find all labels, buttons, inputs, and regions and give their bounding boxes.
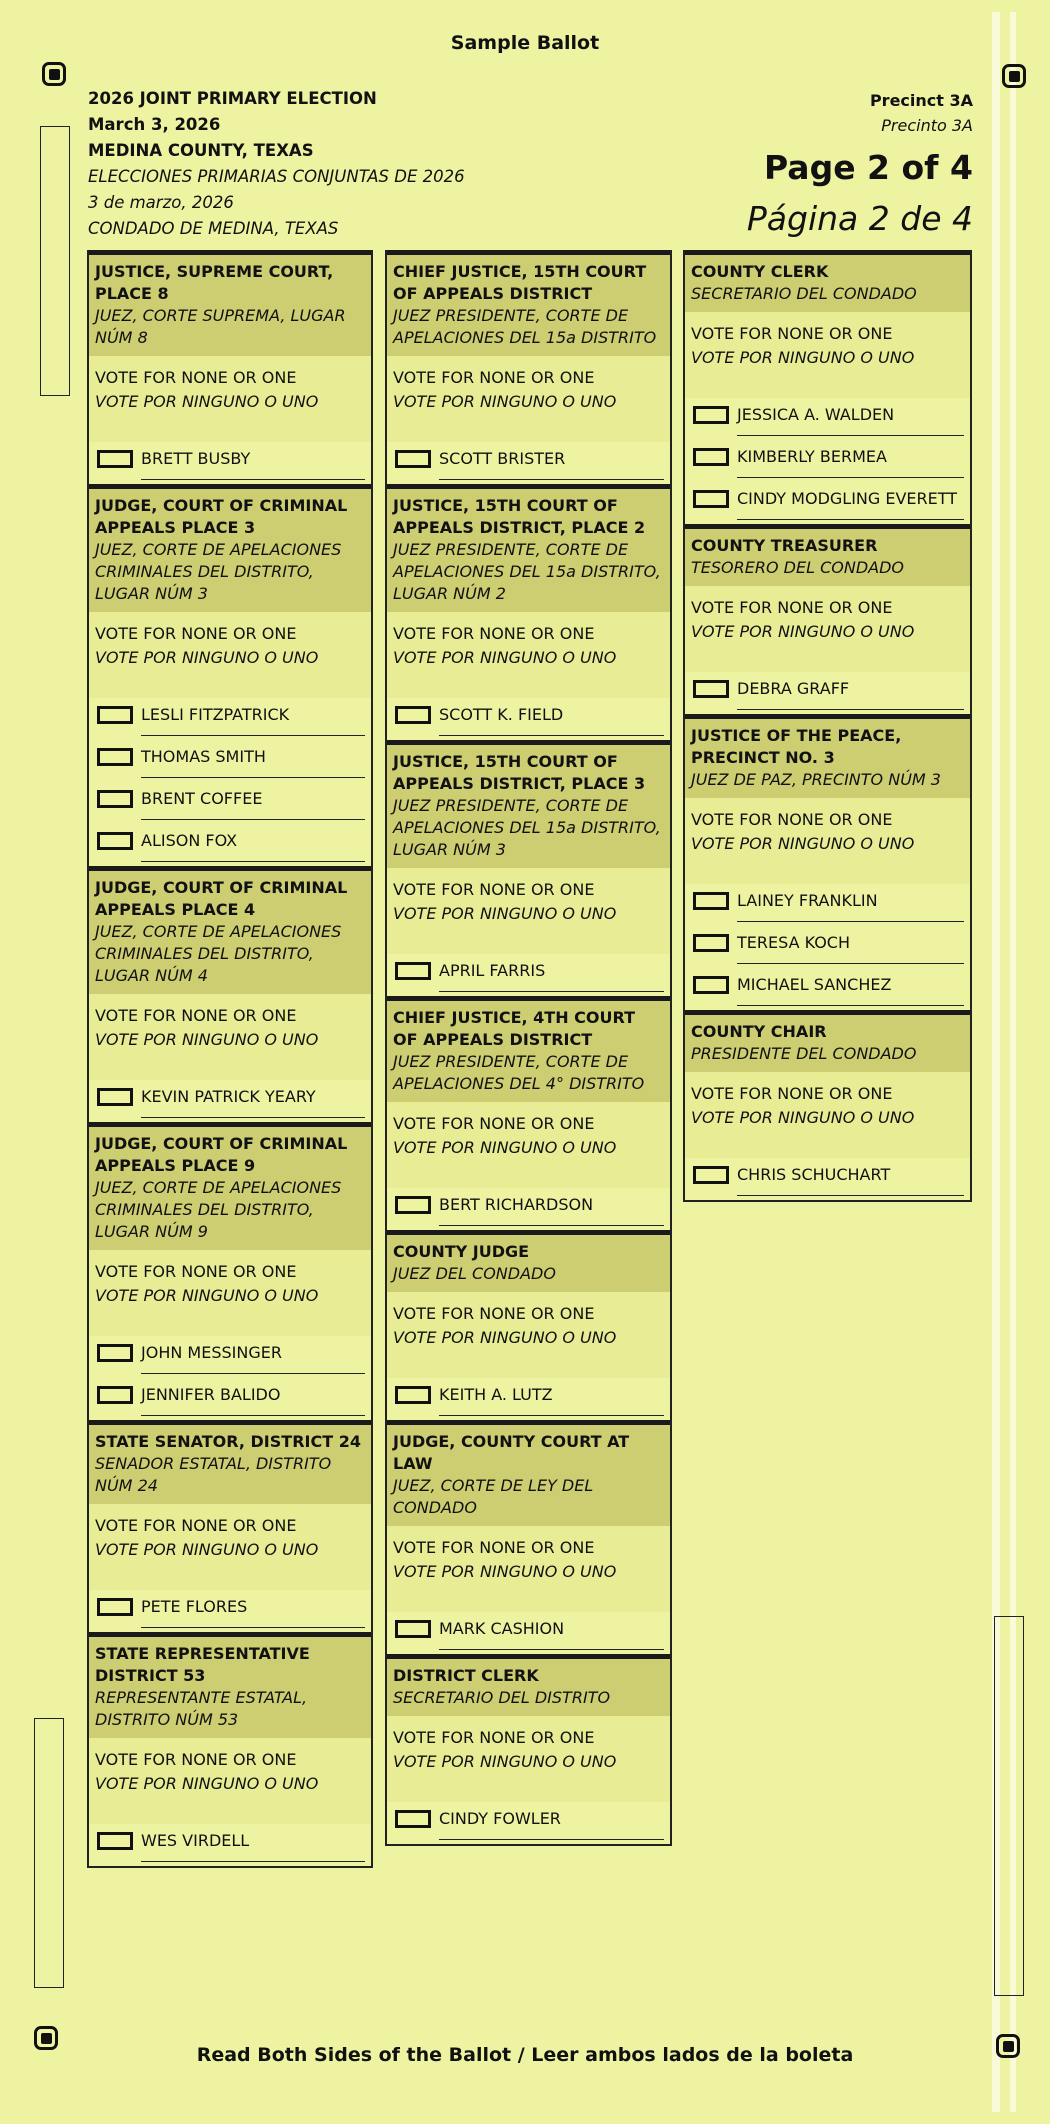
race-contest bbox=[89, 250, 371, 484]
candidate-underline bbox=[141, 1117, 365, 1118]
race-title: COUNTY CLERK bbox=[691, 262, 829, 281]
instruction-spacer bbox=[393, 670, 664, 698]
candidate-name: CINDY MODGLING EVERETT bbox=[737, 489, 958, 508]
candidate-name: JOHN MESSINGER bbox=[141, 1343, 282, 1362]
vote-checkbox[interactable] bbox=[693, 1166, 729, 1184]
candidate-underline bbox=[439, 479, 664, 480]
candidate-name: KEITH A. LUTZ bbox=[439, 1385, 553, 1404]
instruction-es: VOTE POR NINGUNO O UNO bbox=[393, 904, 617, 923]
candidate-name: JESSICA A. WALDEN bbox=[737, 405, 895, 424]
candidate-row[interactable] bbox=[387, 1802, 670, 1844]
page-number-es: Página 2 de 4 bbox=[746, 199, 973, 238]
race-subtitle: JUEZ DE PAZ, PRECINTO NÚM 3 bbox=[691, 770, 941, 789]
race-contest bbox=[89, 1420, 371, 1632]
race-header bbox=[387, 1235, 670, 1292]
instruction-es: VOTE POR NINGUNO O UNO bbox=[393, 1562, 617, 1581]
vote-checkbox[interactable] bbox=[97, 832, 133, 850]
instruction-en: VOTE FOR NONE OR ONE bbox=[393, 1114, 595, 1133]
vote-instruction bbox=[387, 1102, 670, 1188]
registration-mark-icon bbox=[42, 62, 66, 86]
race-contest bbox=[387, 996, 670, 1230]
election-name: 2026 JOINT PRIMARY ELECTION bbox=[88, 89, 377, 108]
vote-checkbox[interactable] bbox=[395, 1386, 431, 1404]
instruction-es: VOTE POR NINGUNO O UNO bbox=[393, 648, 617, 667]
candidate-underline bbox=[141, 1415, 365, 1416]
instruction-en: VOTE FOR NONE OR ONE bbox=[95, 1516, 297, 1535]
candidate-underline bbox=[141, 1861, 365, 1862]
timing-bar bbox=[40, 126, 70, 396]
vote-checkbox[interactable] bbox=[395, 1196, 431, 1214]
vote-checkbox[interactable] bbox=[97, 748, 133, 766]
race-header bbox=[89, 1425, 371, 1504]
vote-checkbox[interactable] bbox=[395, 1810, 431, 1828]
candidate-underline bbox=[439, 1415, 664, 1416]
race-title: JUDGE, COUNTY COURT AT LAW bbox=[393, 1432, 630, 1473]
race-title: DISTRICT CLERK bbox=[393, 1666, 539, 1685]
race-subtitle: JUEZ, CORTE SUPREMA, LUGAR NÚM 8 bbox=[95, 306, 346, 347]
race-subtitle: JUEZ, CORTE DE APELACIONES CRIMINALES DEL DISTRITO, LUGAR NÚM 4 bbox=[95, 922, 342, 985]
candidate-row[interactable] bbox=[89, 698, 371, 740]
instruction-spacer bbox=[393, 926, 664, 954]
instruction-en: VOTE FOR NONE OR ONE bbox=[691, 598, 893, 617]
election-name-es: ELECCIONES PRIMARIAS CONJUNTAS DE 2026 bbox=[88, 167, 465, 186]
candidate-row[interactable] bbox=[685, 884, 970, 926]
ballot-column-1 bbox=[87, 250, 373, 1868]
candidate-name: JENNIFER BALIDO bbox=[141, 1385, 281, 1404]
vote-checkbox[interactable] bbox=[395, 1620, 431, 1638]
race-header bbox=[89, 1637, 371, 1738]
vote-checkbox[interactable] bbox=[97, 1344, 133, 1362]
vote-instruction bbox=[89, 994, 371, 1080]
instruction-spacer bbox=[95, 670, 365, 698]
vote-instruction bbox=[685, 1072, 970, 1158]
candidate-row[interactable] bbox=[685, 926, 970, 968]
candidate-underline bbox=[141, 819, 365, 820]
vote-instruction bbox=[685, 312, 970, 398]
candidate-underline bbox=[141, 777, 365, 778]
candidate-name: SCOTT BRISTER bbox=[439, 449, 566, 468]
race-contest bbox=[387, 250, 670, 484]
vote-instruction bbox=[387, 1526, 670, 1612]
race-subtitle: SECRETARIO DEL DISTRITO bbox=[393, 1688, 611, 1707]
race-header bbox=[685, 719, 970, 798]
race-subtitle: JUEZ, CORTE DE LEY DEL CONDADO bbox=[393, 1476, 594, 1517]
instruction-spacer bbox=[393, 1774, 664, 1802]
vote-instruction bbox=[685, 586, 970, 672]
candidate-row[interactable] bbox=[89, 824, 371, 866]
vote-checkbox[interactable] bbox=[97, 706, 133, 724]
candidate-name: MARK CASHION bbox=[439, 1619, 565, 1638]
footer-note: Read Both Sides of the Ballot / Leer ambos lados de la boleta bbox=[196, 2044, 854, 2066]
instruction-es: VOTE POR NINGUNO O UNO bbox=[95, 648, 319, 667]
election-date: March 3, 2026 bbox=[88, 115, 221, 134]
race-contest bbox=[685, 250, 970, 524]
race-header bbox=[89, 1127, 371, 1250]
vote-checkbox[interactable] bbox=[97, 1386, 133, 1404]
candidate-name: BERT RICHARDSON bbox=[439, 1195, 594, 1214]
race-title: STATE REPRESENTATIVE DISTRICT 53 bbox=[95, 1644, 310, 1685]
candidate-row[interactable] bbox=[685, 482, 970, 524]
instruction-en: VOTE FOR NONE OR ONE bbox=[691, 810, 893, 829]
race-header bbox=[387, 1001, 670, 1102]
race-header bbox=[387, 489, 670, 612]
race-contest bbox=[685, 524, 970, 714]
candidate-row[interactable] bbox=[685, 1158, 970, 1200]
candidate-name: KIMBERLY BERMEA bbox=[737, 447, 887, 466]
vote-instruction bbox=[89, 1250, 371, 1336]
race-title: JUSTICE OF THE PEACE, PRECINCT NO. 3 bbox=[691, 726, 902, 767]
instruction-en: VOTE FOR NONE OR ONE bbox=[691, 324, 893, 343]
vote-checkbox[interactable] bbox=[97, 1598, 133, 1616]
candidate-underline bbox=[737, 963, 964, 964]
race-subtitle: SENADOR ESTATAL, DISTRITO NÚM 24 bbox=[95, 1454, 332, 1495]
county-name: MEDINA COUNTY, TEXAS bbox=[88, 141, 314, 160]
instruction-spacer bbox=[393, 1350, 664, 1378]
candidate-row[interactable] bbox=[89, 1378, 371, 1420]
candidate-name: APRIL FARRIS bbox=[439, 961, 546, 980]
race-subtitle: JUEZ PRESIDENTE, CORTE DE APELACIONES DEL 4° DISTRITO bbox=[393, 1052, 645, 1093]
race-subtitle: JUEZ PRESIDENTE, CORTE DE APELACIONES DEL 15a DISTRITO, LUGAR NÚM 2 bbox=[393, 540, 661, 603]
vote-checkbox[interactable] bbox=[97, 1088, 133, 1106]
race-header bbox=[387, 255, 670, 356]
race-header bbox=[89, 489, 371, 612]
candidate-underline bbox=[737, 435, 964, 436]
race-subtitle: PRESIDENTE DEL CONDADO bbox=[691, 1044, 917, 1063]
candidate-row[interactable] bbox=[685, 968, 970, 1010]
race-subtitle: SECRETARIO DEL CONDADO bbox=[691, 284, 917, 303]
vote-instruction bbox=[387, 1292, 670, 1378]
race-contest bbox=[387, 1230, 670, 1420]
instruction-en: VOTE FOR NONE OR ONE bbox=[393, 368, 595, 387]
candidate-underline bbox=[737, 477, 964, 478]
instruction-en: VOTE FOR NONE OR ONE bbox=[393, 1728, 595, 1747]
instruction-spacer bbox=[95, 1562, 365, 1590]
instruction-es: VOTE POR NINGUNO O UNO bbox=[393, 1138, 617, 1157]
race-contest bbox=[387, 1654, 670, 1844]
race-contest bbox=[387, 740, 670, 996]
instruction-spacer bbox=[691, 370, 964, 398]
candidate-name: BRENT COFFEE bbox=[141, 789, 263, 808]
candidate-row[interactable] bbox=[89, 1080, 371, 1122]
candidate-row[interactable] bbox=[685, 672, 970, 714]
candidate-name: SCOTT K. FIELD bbox=[439, 705, 564, 724]
vote-instruction bbox=[387, 612, 670, 698]
instruction-spacer bbox=[691, 1130, 964, 1158]
race-header bbox=[387, 745, 670, 868]
instruction-spacer bbox=[95, 1052, 365, 1080]
instruction-es: VOTE POR NINGUNO O UNO bbox=[393, 1328, 617, 1347]
candidate-row[interactable] bbox=[89, 1824, 371, 1866]
ballot-title: Sample Ballot bbox=[450, 32, 600, 54]
candidate-underline bbox=[439, 1649, 664, 1650]
instruction-es: VOTE POR NINGUNO O UNO bbox=[95, 1030, 319, 1049]
candidate-row[interactable] bbox=[387, 1378, 670, 1420]
instruction-en: VOTE FOR NONE OR ONE bbox=[95, 368, 297, 387]
race-contest bbox=[89, 866, 371, 1122]
candidate-name: CHRIS SCHUCHART bbox=[737, 1165, 891, 1184]
vote-instruction bbox=[89, 612, 371, 698]
candidate-name: PETE FLORES bbox=[141, 1597, 248, 1616]
candidate-row[interactable] bbox=[89, 740, 371, 782]
vote-checkbox[interactable] bbox=[693, 490, 729, 508]
precinct-header bbox=[747, 88, 973, 244]
candidate-row[interactable] bbox=[89, 1590, 371, 1632]
instruction-en: VOTE FOR NONE OR ONE bbox=[95, 1262, 297, 1281]
instruction-spacer bbox=[691, 856, 964, 884]
race-subtitle: JUEZ DEL CONDADO bbox=[393, 1264, 556, 1283]
race-title: JUDGE, COURT OF CRIMINAL APPEALS PLACE 9 bbox=[95, 1134, 348, 1175]
vote-instruction bbox=[89, 1504, 371, 1590]
vote-checkbox[interactable] bbox=[395, 450, 431, 468]
race-subtitle: JUEZ PRESIDENTE, CORTE DE APELACIONES DEL 15a DISTRITO bbox=[393, 306, 657, 347]
candidate-underline bbox=[439, 1225, 664, 1226]
candidate-name: LESLI FITZPATRICK bbox=[141, 705, 290, 724]
instruction-spacer bbox=[393, 414, 664, 442]
race-title: JUSTICE, SUPREME COURT, PLACE 8 bbox=[95, 262, 334, 303]
precinct-label-es: Precinto 3A bbox=[881, 116, 973, 135]
race-title: COUNTY TREASURER bbox=[691, 536, 878, 555]
ballot-column-2 bbox=[385, 250, 672, 1846]
race-title: JUSTICE, 15TH COURT OF APPEALS DISTRICT, PLACE 3 bbox=[393, 752, 646, 793]
vote-checkbox[interactable] bbox=[693, 934, 729, 952]
candidate-row[interactable] bbox=[387, 442, 670, 484]
candidate-underline bbox=[141, 1373, 365, 1374]
vote-checkbox[interactable] bbox=[395, 706, 431, 724]
vote-checkbox[interactable] bbox=[693, 892, 729, 910]
race-title: CHIEF JUSTICE, 15TH COURT OF APPEALS DISTRICT bbox=[393, 262, 647, 303]
vote-checkbox[interactable] bbox=[395, 962, 431, 980]
race-title: COUNTY JUDGE bbox=[393, 1242, 530, 1261]
race-subtitle: JUEZ PRESIDENTE, CORTE DE APELACIONES DEL 15a DISTRITO, LUGAR NÚM 3 bbox=[393, 796, 661, 859]
timing-bar bbox=[34, 1718, 64, 1988]
race-header bbox=[685, 255, 970, 312]
timing-bar bbox=[994, 1616, 1024, 1996]
instruction-es: VOTE POR NINGUNO O UNO bbox=[691, 834, 915, 853]
race-title: STATE SENATOR, DISTRICT 24 bbox=[95, 1432, 361, 1451]
instruction-spacer bbox=[95, 414, 365, 442]
candidate-row[interactable] bbox=[387, 1188, 670, 1230]
candidate-underline bbox=[737, 921, 964, 922]
race-title: JUDGE, COURT OF CRIMINAL APPEALS PLACE 4 bbox=[95, 878, 348, 919]
race-header bbox=[89, 871, 371, 994]
instruction-en: VOTE FOR NONE OR ONE bbox=[95, 1750, 297, 1769]
instruction-es: VOTE POR NINGUNO O UNO bbox=[95, 1286, 319, 1305]
instruction-spacer bbox=[95, 1308, 365, 1336]
candidate-name: CINDY FOWLER bbox=[439, 1809, 561, 1828]
candidate-name: KEVIN PATRICK YEARY bbox=[141, 1087, 316, 1106]
candidate-row[interactable] bbox=[89, 442, 371, 484]
instruction-es: VOTE POR NINGUNO O UNO bbox=[691, 622, 915, 641]
race-subtitle: TESORERO DEL CONDADO bbox=[691, 558, 904, 577]
instruction-en: VOTE FOR NONE OR ONE bbox=[393, 1538, 595, 1557]
vote-instruction bbox=[387, 1716, 670, 1802]
race-header bbox=[685, 1015, 970, 1072]
candidate-underline bbox=[141, 861, 365, 862]
vote-instruction bbox=[89, 1738, 371, 1824]
race-header bbox=[387, 1425, 670, 1526]
election-header bbox=[88, 86, 465, 242]
race-title: JUDGE, COURT OF CRIMINAL APPEALS PLACE 3 bbox=[95, 496, 348, 537]
instruction-en: VOTE FOR NONE OR ONE bbox=[393, 1304, 595, 1323]
instruction-en: VOTE FOR NONE OR ONE bbox=[393, 624, 595, 643]
vote-instruction bbox=[387, 868, 670, 954]
instruction-spacer bbox=[95, 1796, 365, 1824]
race-contest bbox=[685, 714, 970, 1010]
instruction-en: VOTE FOR NONE OR ONE bbox=[393, 880, 595, 899]
candidate-row[interactable] bbox=[387, 954, 670, 996]
candidate-underline bbox=[737, 1195, 964, 1196]
candidate-underline bbox=[737, 709, 964, 710]
instruction-es: VOTE POR NINGUNO O UNO bbox=[95, 1774, 319, 1793]
race-subtitle: JUEZ, CORTE DE APELACIONES CRIMINALES DEL DISTRITO, LUGAR NÚM 3 bbox=[95, 540, 342, 603]
instruction-es: VOTE POR NINGUNO O UNO bbox=[95, 392, 319, 411]
race-subtitle: JUEZ, CORTE DE APELACIONES CRIMINALES DEL DISTRITO, LUGAR NÚM 9 bbox=[95, 1178, 342, 1241]
instruction-en: VOTE FOR NONE OR ONE bbox=[95, 624, 297, 643]
candidate-name: LAINEY FRANKLIN bbox=[737, 891, 878, 910]
vote-checkbox[interactable] bbox=[693, 976, 729, 994]
election-date-es: 3 de marzo, 2026 bbox=[88, 193, 234, 212]
instruction-spacer bbox=[393, 1584, 664, 1612]
race-contest bbox=[89, 1122, 371, 1420]
registration-mark-icon bbox=[1002, 64, 1026, 88]
page-number: Page 2 of 4 bbox=[764, 148, 973, 187]
race-header bbox=[89, 255, 371, 356]
candidate-name: BRETT BUSBY bbox=[141, 449, 251, 468]
ballot-column-3 bbox=[683, 250, 972, 1202]
candidate-row[interactable] bbox=[387, 1612, 670, 1654]
candidate-name: THOMAS SMITH bbox=[141, 747, 266, 766]
candidate-row[interactable] bbox=[685, 440, 970, 482]
candidate-row[interactable] bbox=[685, 398, 970, 440]
race-contest bbox=[685, 1010, 970, 1200]
instruction-es: VOTE POR NINGUNO O UNO bbox=[691, 348, 915, 367]
instruction-es: VOTE POR NINGUNO O UNO bbox=[95, 1540, 319, 1559]
instruction-es: VOTE POR NINGUNO O UNO bbox=[393, 1752, 617, 1771]
vote-checkbox[interactable] bbox=[97, 1832, 133, 1850]
candidate-underline bbox=[737, 519, 964, 520]
candidate-row[interactable] bbox=[89, 782, 371, 824]
instruction-es: VOTE POR NINGUNO O UNO bbox=[691, 1108, 915, 1127]
race-contest bbox=[387, 484, 670, 740]
vote-instruction bbox=[387, 356, 670, 442]
instruction-es: VOTE POR NINGUNO O UNO bbox=[393, 392, 617, 411]
candidate-row[interactable] bbox=[387, 698, 670, 740]
vote-checkbox[interactable] bbox=[693, 448, 729, 466]
county-name-es: CONDADO DE MEDINA, TEXAS bbox=[88, 219, 339, 238]
race-contest bbox=[387, 1420, 670, 1654]
instruction-spacer bbox=[691, 644, 964, 672]
candidate-row[interactable] bbox=[89, 1336, 371, 1378]
race-title: JUSTICE, 15TH COURT OF APPEALS DISTRICT, PLACE 2 bbox=[393, 496, 646, 537]
candidate-name: MICHAEL SANCHEZ bbox=[737, 975, 892, 994]
candidate-name: ALISON FOX bbox=[141, 831, 238, 850]
race-header bbox=[387, 1659, 670, 1716]
vote-checkbox[interactable] bbox=[97, 450, 133, 468]
candidate-name: WES VIRDELL bbox=[141, 1831, 250, 1850]
vote-checkbox[interactable] bbox=[693, 406, 729, 424]
candidate-underline bbox=[439, 735, 664, 736]
race-title: COUNTY CHAIR bbox=[691, 1022, 827, 1041]
race-title: CHIEF JUSTICE, 4TH COURT OF APPEALS DISTRICT bbox=[393, 1008, 636, 1049]
instruction-en: VOTE FOR NONE OR ONE bbox=[691, 1084, 893, 1103]
vote-checkbox[interactable] bbox=[97, 790, 133, 808]
vote-checkbox[interactable] bbox=[693, 680, 729, 698]
vote-instruction bbox=[685, 798, 970, 884]
candidate-underline bbox=[439, 991, 664, 992]
race-contest bbox=[89, 1632, 371, 1866]
candidate-name: DEBRA GRAFF bbox=[737, 679, 850, 698]
precinct-label: Precinct 3A bbox=[869, 91, 973, 110]
race-contest bbox=[89, 484, 371, 866]
candidate-underline bbox=[141, 1627, 365, 1628]
race-subtitle: REPRESENTANTE ESTATAL, DISTRITO NÚM 53 bbox=[95, 1688, 308, 1729]
candidate-name: TERESA KOCH bbox=[737, 933, 851, 952]
instruction-en: VOTE FOR NONE OR ONE bbox=[95, 1006, 297, 1025]
candidate-underline bbox=[439, 1839, 664, 1840]
vote-instruction bbox=[89, 356, 371, 442]
candidate-underline bbox=[141, 479, 365, 480]
race-header bbox=[685, 529, 970, 586]
candidate-underline bbox=[737, 1005, 964, 1006]
candidate-underline bbox=[141, 735, 365, 736]
instruction-spacer bbox=[393, 1160, 664, 1188]
